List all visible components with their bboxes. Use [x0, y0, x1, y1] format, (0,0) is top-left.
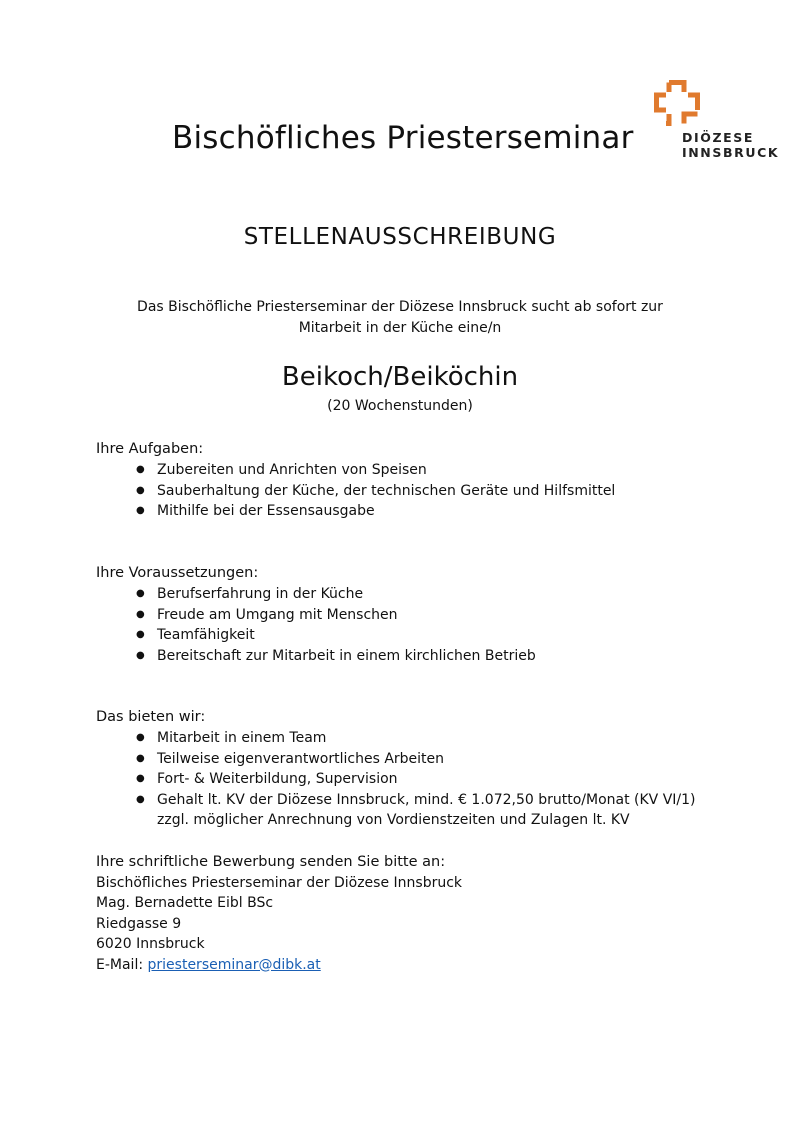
offer-section [96, 707, 736, 831]
salary-line-1: Gehalt lt. KV der Diözese Innsbruck, mind. € 1.072,50 brutto/Monat (KV VI/1) [157, 791, 696, 808]
logo-text-line2: INNSBRUCK [682, 145, 780, 160]
job-hours: (20 Wochenstunden) [327, 398, 473, 414]
list-item-text: Teilweise eigenverantwortliches Arbeiten [157, 750, 445, 767]
logo-text [682, 130, 779, 160]
contact-street: Riedgasse 9 [96, 915, 182, 932]
list-item-text: Fort- & Weiterbildung, Supervision [157, 771, 398, 787]
list-item-text: Zubereiten und Anrichten von Speisen [157, 462, 427, 478]
tasks-list [96, 460, 736, 522]
contact-email-row [96, 955, 696, 976]
list-item-text: Mitarbeit in einem Team [157, 730, 327, 746]
list-item [136, 584, 736, 605]
list-item [136, 605, 736, 626]
logo-text-line1: DIÖZESE [682, 130, 754, 145]
bullet-icon: ● [136, 752, 145, 764]
bullet-icon: ● [136, 773, 145, 784]
offer-title: Das bieten wir: [96, 709, 206, 725]
bullet-icon: ● [136, 505, 145, 516]
list-item [136, 728, 736, 749]
list-item [136, 460, 736, 481]
dioezese-logo [654, 80, 784, 162]
bullet-icon: ● [136, 793, 145, 805]
bullet-icon: ● [136, 588, 145, 599]
email-label: E-Mail: [96, 956, 148, 973]
tasks-section [96, 439, 736, 522]
organization-title: Bischöfliches Priesterseminar [172, 120, 634, 156]
page-heading: STELLENAUSSCHREIBUNG [243, 224, 557, 250]
contact-section [96, 852, 696, 975]
job-title: Beikoch/Beiköchin [281, 362, 519, 392]
list-item [136, 790, 736, 831]
bullet-icon: ● [136, 732, 145, 743]
list-item-text: Berufserfahrung in der Küche [157, 586, 364, 602]
intro-line-1: Das Bischöfliche Priesterseminar der Diözese Innsbruck sucht ab sofort zur [137, 299, 663, 315]
list-item-text: Bereitschaft zur Mitarbeit in einem kirchlichen Betrieb [157, 647, 536, 664]
list-item [136, 749, 736, 770]
bullet-icon: ● [136, 608, 145, 620]
requirements-list [96, 584, 736, 666]
list-item [136, 481, 736, 502]
contact-person: Mag. Bernadette Eibl BSc [96, 895, 274, 911]
list-item-text: Teamfähigkeit [157, 627, 255, 643]
list-item-text: Sauberhaltung der Küche, der technischen Geräte und Hilfsmittel [157, 482, 616, 499]
bullet-icon: ● [136, 484, 145, 496]
list-item [136, 625, 736, 646]
bullet-icon: ● [136, 629, 145, 640]
contact-org: Bischöfliches Priesterseminar der Diözese Innsbruck [96, 874, 463, 891]
list-item-text: Freude am Umgang mit Menschen [157, 606, 398, 623]
list-item [136, 501, 736, 522]
requirements-section [96, 563, 736, 666]
intro-text [100, 297, 700, 339]
list-item-text: Mithilfe bei der Essensausgabe [157, 503, 375, 519]
bullet-icon: ● [136, 464, 145, 475]
bullet-icon: ● [136, 649, 145, 661]
intro-line-2: Mitarbeit in der Küche eine/n [298, 320, 502, 336]
contact-title: Ihre schriftliche Bewerbung senden Sie bitte an: [96, 854, 446, 870]
salary-line-2: zzgl. möglicher Anrechnung von Vordienstzeiten und Zulagen lt. KV [157, 812, 630, 828]
contact-city: 6020 Innsbruck [96, 936, 205, 952]
tasks-title: Ihre Aufgaben: [96, 441, 204, 457]
list-item [136, 646, 736, 667]
email-link[interactable]: priesterseminar@dibk.at [147, 956, 321, 973]
offer-list [96, 728, 736, 831]
list-item [136, 769, 736, 790]
dioezese-cross-icon [654, 80, 700, 126]
requirements-title: Ihre Voraussetzungen: [96, 565, 259, 581]
